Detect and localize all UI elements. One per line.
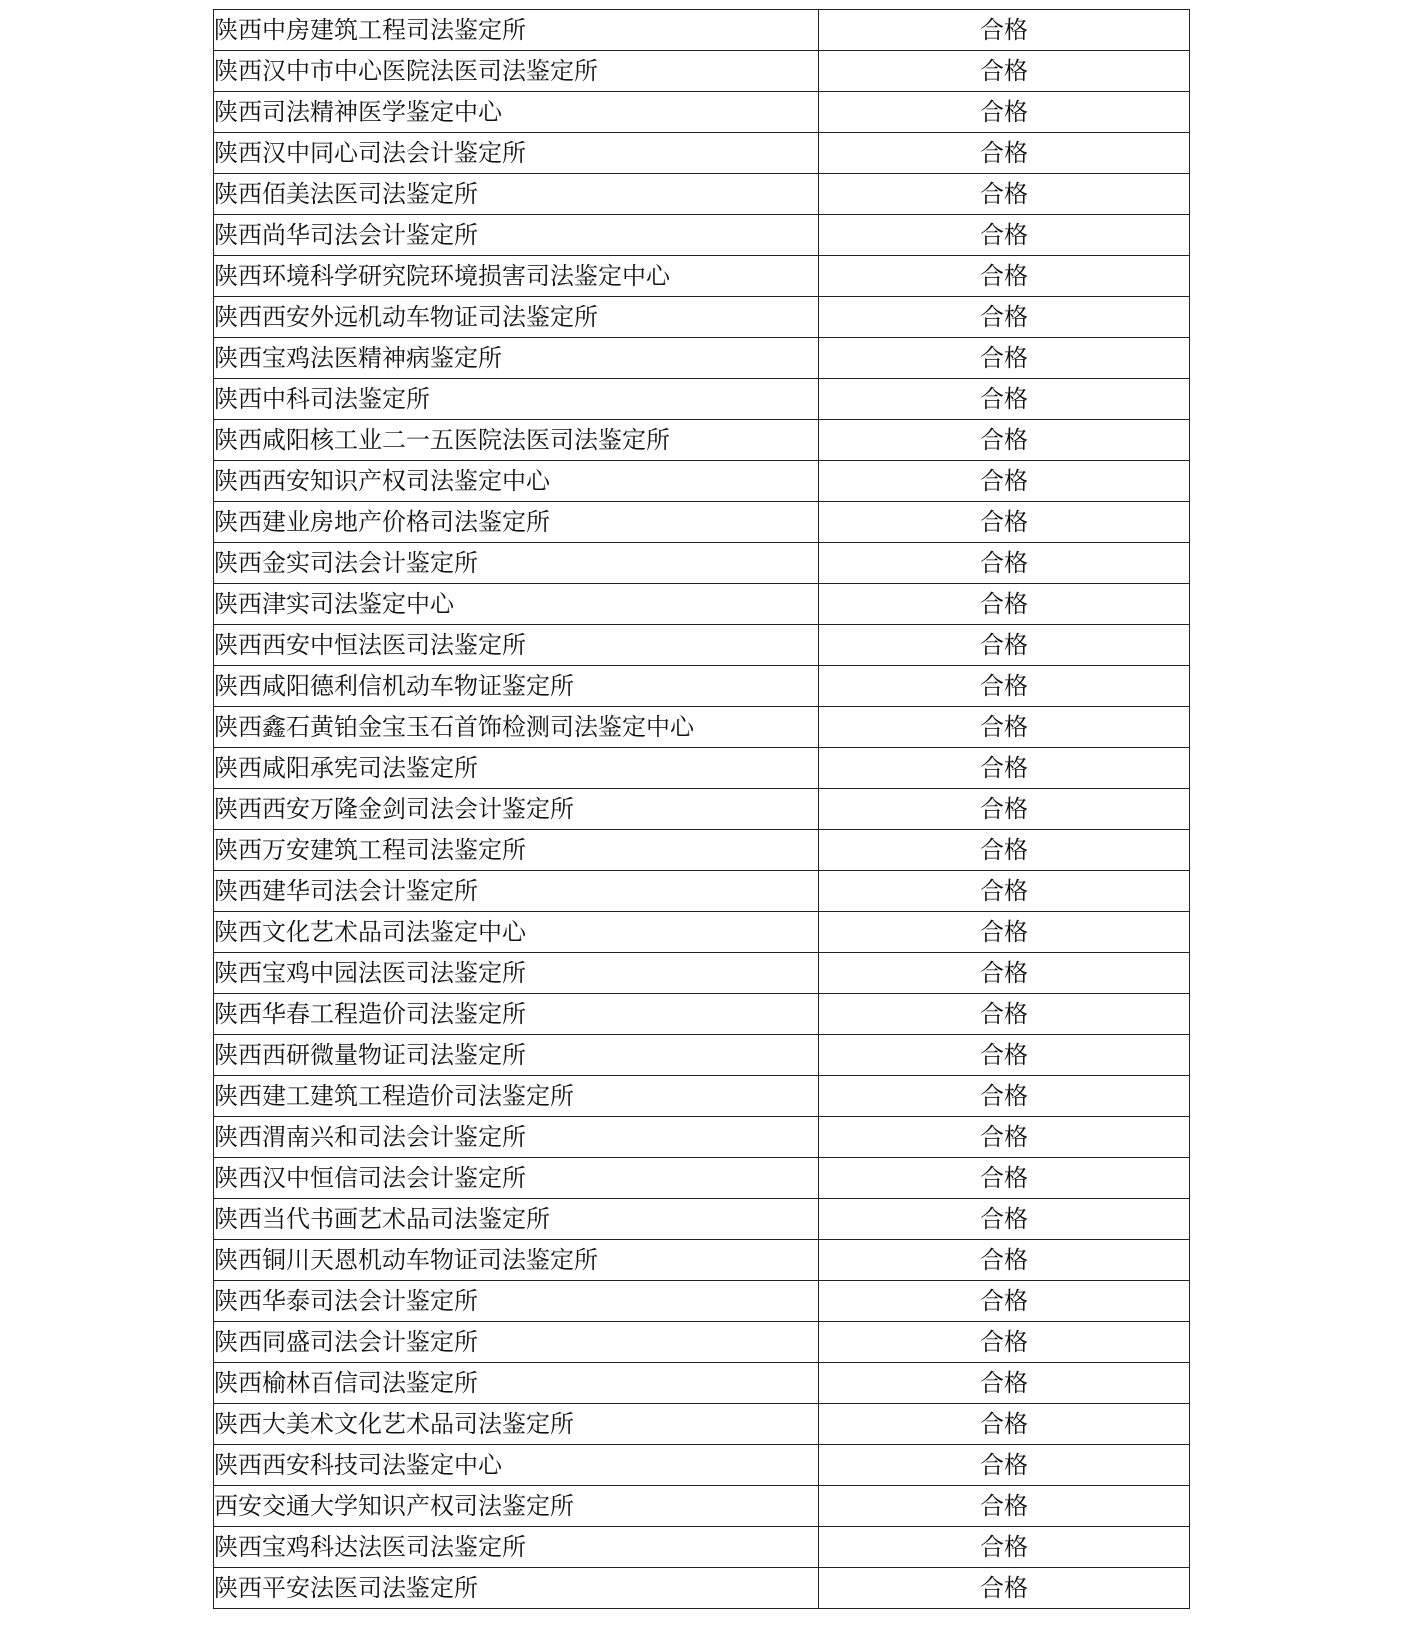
institution-name-cell: 陕西建华司法会计鉴定所 [214,871,819,912]
institution-name-cell: 陕西宝鸡法医精神病鉴定所 [214,338,819,379]
evaluation-result-cell: 合格 [819,51,1190,92]
evaluation-result-cell: 合格 [819,174,1190,215]
table-row [214,625,1190,666]
evaluation-result-cell: 合格 [819,1486,1190,1527]
institution-name-cell: 陕西宝鸡科达法医司法鉴定所 [214,1527,819,1568]
evaluation-result-cell: 合格 [819,502,1190,543]
institution-name-cell: 陕西西安万隆金剑司法会计鉴定所 [214,789,819,830]
table-row [214,953,1190,994]
evaluation-result-cell: 合格 [819,1404,1190,1445]
table-row [214,1035,1190,1076]
table-row [214,666,1190,707]
institution-name-cell: 陕西鑫石黄铂金宝玉石首饰检测司法鉴定中心 [214,707,819,748]
results-table-body [214,10,1190,1609]
evaluation-result-cell: 合格 [819,297,1190,338]
table-row [214,1527,1190,1568]
evaluation-result-cell: 合格 [819,420,1190,461]
table-row [214,1240,1190,1281]
institution-name-cell: 陕西咸阳核工业二一五医院法医司法鉴定所 [214,420,819,461]
evaluation-result-cell: 合格 [819,543,1190,584]
evaluation-result-cell: 合格 [819,92,1190,133]
institution-name-cell: 陕西万安建筑工程司法鉴定所 [214,830,819,871]
evaluation-result-cell: 合格 [819,1527,1190,1568]
evaluation-result-cell: 合格 [819,1322,1190,1363]
institution-name-cell: 陕西金实司法会计鉴定所 [214,543,819,584]
institution-name-cell: 陕西当代书画艺术品司法鉴定所 [214,1199,819,1240]
institution-name-cell: 陕西汉中市中心医院法医司法鉴定所 [214,51,819,92]
table-row [214,92,1190,133]
evaluation-result-cell: 合格 [819,215,1190,256]
table-row [214,256,1190,297]
table-row [214,912,1190,953]
evaluation-result-cell: 合格 [819,707,1190,748]
evaluation-result-cell: 合格 [819,10,1190,51]
institution-name-cell: 陕西西安中恒法医司法鉴定所 [214,625,819,666]
table-row [214,1445,1190,1486]
evaluation-result-cell: 合格 [819,953,1190,994]
evaluation-result-cell: 合格 [819,461,1190,502]
table-row [214,1076,1190,1117]
table-row [214,461,1190,502]
evaluation-result-cell: 合格 [819,1363,1190,1404]
table-row [214,994,1190,1035]
table-row [214,1363,1190,1404]
institution-name-cell: 陕西大美术文化艺术品司法鉴定所 [214,1404,819,1445]
results-table [213,9,1190,1609]
table-row [214,379,1190,420]
institution-name-cell: 陕西平安法医司法鉴定所 [214,1568,819,1609]
evaluation-result-cell: 合格 [819,256,1190,297]
table-row [214,1281,1190,1322]
institution-name-cell: 陕西咸阳承宪司法鉴定所 [214,748,819,789]
institution-name-cell: 陕西佰美法医司法鉴定所 [214,174,819,215]
evaluation-result-cell: 合格 [819,666,1190,707]
evaluation-result-cell: 合格 [819,584,1190,625]
institution-name-cell: 陕西汉中同心司法会计鉴定所 [214,133,819,174]
table-row [214,584,1190,625]
evaluation-result-cell: 合格 [819,1240,1190,1281]
institution-name-cell: 陕西华泰司法会计鉴定所 [214,1281,819,1322]
table-row [214,1199,1190,1240]
institution-name-cell: 陕西司法精神医学鉴定中心 [214,92,819,133]
institution-name-cell: 陕西西安知识产权司法鉴定中心 [214,461,819,502]
institution-name-cell: 陕西宝鸡中园法医司法鉴定所 [214,953,819,994]
institution-name-cell: 陕西同盛司法会计鉴定所 [214,1322,819,1363]
document-page [213,9,1190,1609]
table-row [214,748,1190,789]
evaluation-result-cell: 合格 [819,830,1190,871]
table-row [214,1404,1190,1445]
table-row [214,174,1190,215]
table-row [214,51,1190,92]
evaluation-result-cell: 合格 [819,625,1190,666]
table-row [214,1158,1190,1199]
evaluation-result-cell: 合格 [819,871,1190,912]
evaluation-result-cell: 合格 [819,1568,1190,1609]
institution-name-cell: 西安交通大学知识产权司法鉴定所 [214,1486,819,1527]
table-row [214,789,1190,830]
institution-name-cell: 陕西津实司法鉴定中心 [214,584,819,625]
table-row [214,1322,1190,1363]
evaluation-result-cell: 合格 [819,789,1190,830]
table-row [214,1568,1190,1609]
evaluation-result-cell: 合格 [819,748,1190,789]
institution-name-cell: 陕西榆林百信司法鉴定所 [214,1363,819,1404]
evaluation-result-cell: 合格 [819,1281,1190,1322]
institution-name-cell: 陕西尚华司法会计鉴定所 [214,215,819,256]
institution-name-cell: 陕西环境科学研究院环境损害司法鉴定中心 [214,256,819,297]
evaluation-result-cell: 合格 [819,1117,1190,1158]
institution-name-cell: 陕西铜川天恩机动车物证司法鉴定所 [214,1240,819,1281]
table-row [214,420,1190,461]
institution-name-cell: 陕西西安科技司法鉴定中心 [214,1445,819,1486]
table-row [214,1117,1190,1158]
table-row [214,543,1190,584]
institution-name-cell: 陕西华春工程造价司法鉴定所 [214,994,819,1035]
institution-name-cell: 陕西中科司法鉴定所 [214,379,819,420]
institution-name-cell: 陕西西安外远机动车物证司法鉴定所 [214,297,819,338]
table-row [214,707,1190,748]
institution-name-cell: 陕西西研微量物证司法鉴定所 [214,1035,819,1076]
evaluation-result-cell: 合格 [819,1158,1190,1199]
table-row [214,502,1190,543]
institution-name-cell: 陕西文化艺术品司法鉴定中心 [214,912,819,953]
evaluation-result-cell: 合格 [819,133,1190,174]
evaluation-result-cell: 合格 [819,1076,1190,1117]
evaluation-result-cell: 合格 [819,338,1190,379]
table-row [214,10,1190,51]
table-row [214,1486,1190,1527]
table-row [214,830,1190,871]
evaluation-result-cell: 合格 [819,1035,1190,1076]
evaluation-result-cell: 合格 [819,912,1190,953]
institution-name-cell: 陕西咸阳德利信机动车物证鉴定所 [214,666,819,707]
institution-name-cell: 陕西渭南兴和司法会计鉴定所 [214,1117,819,1158]
table-row [214,338,1190,379]
evaluation-result-cell: 合格 [819,1199,1190,1240]
table-row [214,871,1190,912]
table-row [214,215,1190,256]
institution-name-cell: 陕西中房建筑工程司法鉴定所 [214,10,819,51]
evaluation-result-cell: 合格 [819,1445,1190,1486]
evaluation-result-cell: 合格 [819,379,1190,420]
institution-name-cell: 陕西建工建筑工程造价司法鉴定所 [214,1076,819,1117]
table-row [214,133,1190,174]
institution-name-cell: 陕西汉中恒信司法会计鉴定所 [214,1158,819,1199]
evaluation-result-cell: 合格 [819,994,1190,1035]
institution-name-cell: 陕西建业房地产价格司法鉴定所 [214,502,819,543]
table-row [214,297,1190,338]
